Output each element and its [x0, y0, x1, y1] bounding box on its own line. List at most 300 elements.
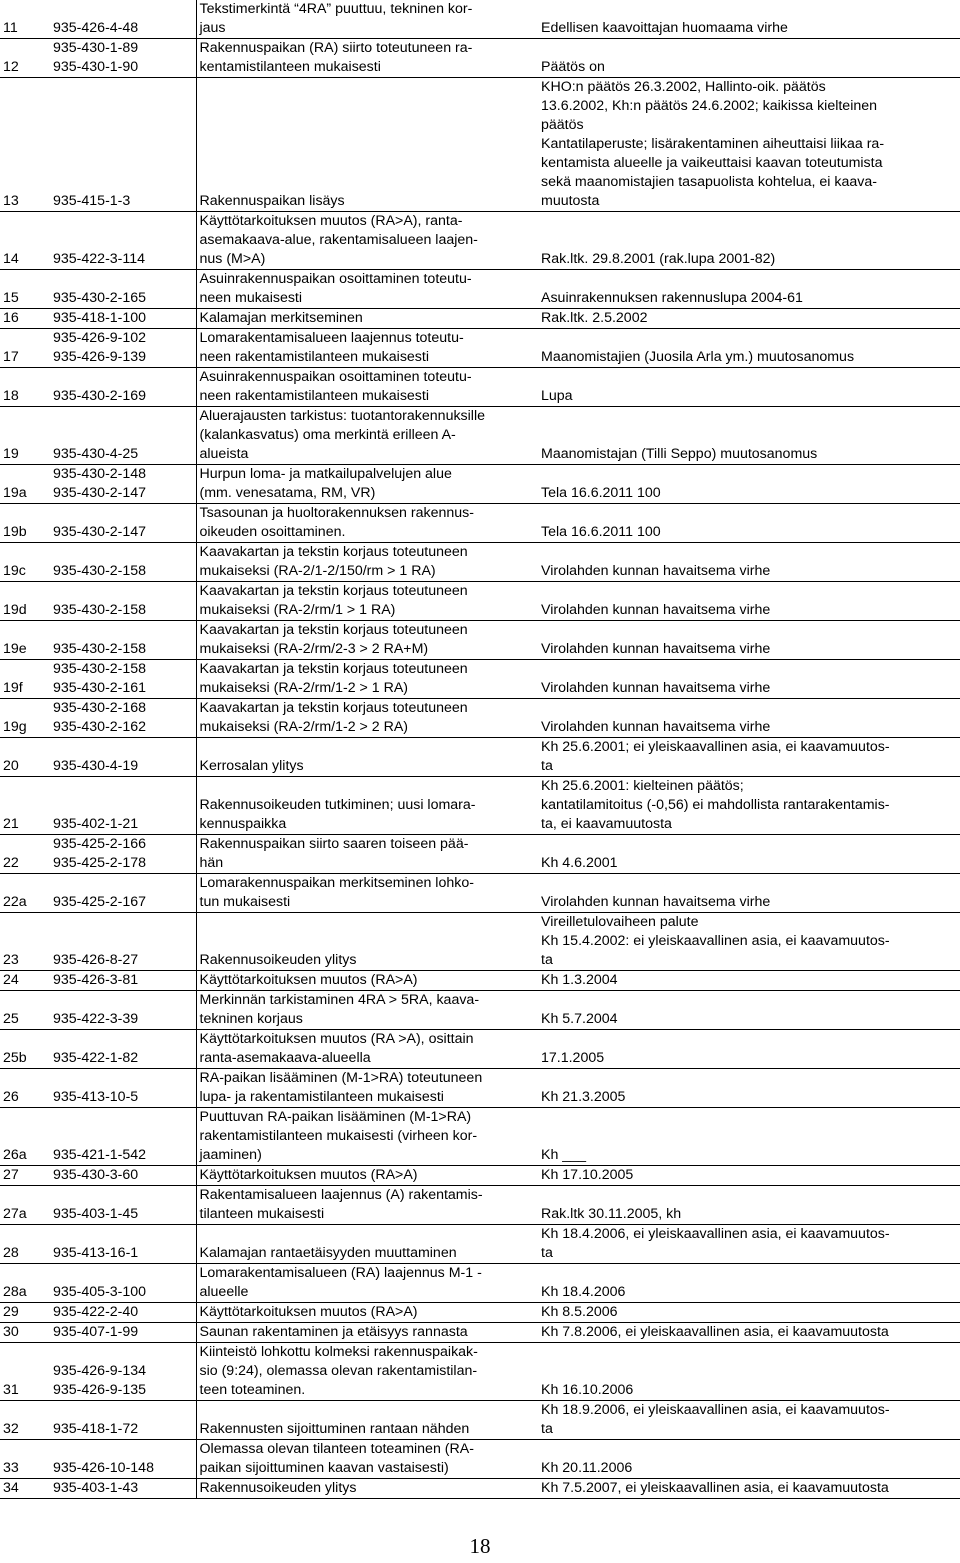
property-id-cell	[50, 309, 196, 329]
decision-cell	[538, 212, 960, 270]
table-row	[0, 1264, 960, 1303]
property-id-cell	[50, 1323, 196, 1343]
row-number-cell	[0, 1303, 50, 1323]
property-id-line: 935-430-4-25	[53, 446, 139, 462]
decision-line: Kh 18.9.2006, ei yleiskaavallinen asia, ei kaavamuutos-	[541, 1402, 890, 1418]
description-line: neen rakentamistilanteen mukaisesti	[199, 349, 429, 365]
property-id-cell	[50, 991, 196, 1030]
description-cell	[196, 1401, 538, 1440]
decision-cell	[538, 78, 960, 212]
description-cell	[196, 1479, 538, 1499]
table-row	[0, 543, 960, 582]
description-line: mukaiseksi (RA-2/1-2/150/rm > 1 RA)	[199, 563, 436, 579]
property-id-line: 935-426-9-135	[53, 1382, 147, 1398]
description-cell	[196, 835, 538, 874]
description-cell	[196, 660, 538, 699]
row-number: 19d	[3, 602, 27, 618]
decision-line: Kh 21.3.2005	[541, 1089, 626, 1105]
row-number: 17	[3, 349, 19, 365]
description-line: tilanteen mukaisesti	[199, 1206, 325, 1222]
decision-cell	[538, 1264, 960, 1303]
decision-line: Rak.ltk. 29.8.2001 (rak.lupa 2001-82)	[541, 251, 776, 267]
row-number: 29	[3, 1304, 19, 1320]
description-line: paikan sijoittuminen kaavan vastaisesti)	[199, 1460, 449, 1476]
row-number-cell	[0, 1186, 50, 1225]
description-line: Kerrosalan ylitys	[199, 758, 304, 774]
decision-line: Kh ___	[541, 1147, 586, 1163]
description-line: hän	[199, 855, 224, 871]
property-id-line: 935-425-2-167	[53, 894, 147, 910]
row-number-cell	[0, 212, 50, 270]
description-line: lupa- ja rakentamistilanteen mukaisesti	[199, 1089, 444, 1105]
description-line: Asuinrakennuspaikan osoittaminen toteutu-	[199, 369, 472, 385]
decision-cell	[538, 913, 960, 971]
property-id-line: 935-422-3-114	[53, 251, 146, 267]
decision-line: Kh 17.10.2005	[541, 1167, 634, 1183]
decision-line: Kh 5.7.2004	[541, 1011, 618, 1027]
decision-cell	[538, 1166, 960, 1186]
decision-line: Kh 20.11.2006	[541, 1460, 633, 1476]
description-line: Käyttötarkoituksen muutos (RA >A), osittain	[199, 1031, 474, 1047]
row-number: 21	[3, 816, 19, 832]
decision-line: kentamista alueelle ja vaikeuttaisi kaavan toteutumista	[541, 155, 883, 171]
property-id-line: 935-422-3-39	[53, 1011, 139, 1027]
row-number-cell	[0, 777, 50, 835]
decision-line: Kh 7.5.2007, ei yleiskaavallinen asia, ei kaavamuutosta	[541, 1480, 889, 1496]
table-row	[0, 1479, 960, 1499]
decision-line: ta	[541, 1245, 553, 1261]
description-cell	[196, 1303, 538, 1323]
table-row	[0, 465, 960, 504]
description-line: Rakennusoikeuden tutkiminen; uusi lomara-	[199, 797, 476, 813]
property-id-cell	[50, 0, 196, 39]
table-row	[0, 1303, 960, 1323]
description-line: alueista	[199, 446, 249, 462]
row-number: 16	[3, 310, 19, 326]
property-id-line: 935-422-2-40	[53, 1304, 139, 1320]
row-number-cell	[0, 1401, 50, 1440]
decision-line: Virolahden kunnan havaitsema virhe	[541, 894, 771, 910]
description-cell	[196, 777, 538, 835]
row-number-cell	[0, 0, 50, 39]
table-row	[0, 777, 960, 835]
description-line: Käyttötarkoituksen muutos (RA>A)	[199, 972, 418, 988]
decision-cell	[538, 1225, 960, 1264]
row-number-cell	[0, 504, 50, 543]
property-id-cell	[50, 504, 196, 543]
row-number: 27	[3, 1167, 19, 1183]
row-number-cell	[0, 270, 50, 309]
property-id-line: 935-422-1-82	[53, 1050, 139, 1066]
decision-cell	[538, 270, 960, 309]
decision-line: Maanomistajan (Tilli Seppo) muutosanomus	[541, 446, 818, 462]
property-id-line: 935-415-1-3	[53, 193, 131, 209]
row-number: 18	[3, 388, 19, 404]
row-number: 12	[3, 59, 19, 75]
property-id-line: 935-403-1-43	[53, 1480, 139, 1496]
property-id-line: 935-402-1-21	[53, 816, 139, 832]
description-line: (mm. venesatama, RM, VR)	[199, 485, 376, 501]
table-row	[0, 1108, 960, 1166]
decision-cell	[538, 0, 960, 39]
description-line: Käyttötarkoituksen muutos (RA>A)	[199, 1304, 418, 1320]
row-number: 25b	[3, 1050, 27, 1066]
decision-cell	[538, 465, 960, 504]
row-number-cell	[0, 465, 50, 504]
property-id-cell	[50, 1343, 196, 1401]
property-id-cell	[50, 1069, 196, 1108]
description-line: Rakentamisalueen laajennus (A) rakentamis-	[199, 1187, 483, 1203]
row-number-cell	[0, 39, 50, 78]
property-id-line: 935-407-1-99	[53, 1324, 139, 1340]
row-number-cell	[0, 913, 50, 971]
description-line: Lomarakentamisalueen laajennus toteutu-	[199, 330, 464, 346]
property-id-line: 935-430-2-162	[53, 719, 147, 735]
description-line: Rakennuspaikan siirto saaren toiseen pää-	[199, 836, 469, 852]
decision-cell	[538, 1108, 960, 1166]
property-id-cell	[50, 913, 196, 971]
table-row	[0, 1323, 960, 1343]
row-number: 19c	[3, 563, 26, 579]
description-line: Kalamajan merkitseminen	[199, 310, 363, 326]
row-number: 25	[3, 1011, 19, 1027]
decision-line: Kh 15.4.2002: ei yleiskaavallinen asia, ei kaavamuutos-	[541, 933, 890, 949]
decision-line: Tela 16.6.2011 100	[541, 485, 661, 501]
description-line: Kaavakartan ja tekstin korjaus toteutuneen	[199, 622, 468, 638]
table-row	[0, 1030, 960, 1069]
decision-line: 13.6.2002, Kh:n päätös 24.6.2002; kaikissa kielteinen	[541, 98, 878, 114]
table-row	[0, 368, 960, 407]
property-id-cell	[50, 1440, 196, 1479]
decision-cell	[538, 39, 960, 78]
description-line: Käyttötarkoituksen muutos (RA>A), ranta-	[199, 213, 463, 229]
description-line: Aluerajausten tarkistus: tuotantorakennuksille	[199, 408, 485, 424]
description-cell	[196, 0, 538, 39]
row-number: 34	[3, 1480, 19, 1496]
row-number-cell	[0, 699, 50, 738]
property-id-line: 935-403-1-45	[53, 1206, 139, 1222]
decision-cell	[538, 991, 960, 1030]
property-id-cell	[50, 212, 196, 270]
description-line: Käyttötarkoituksen muutos (RA>A)	[199, 1167, 418, 1183]
decision-line: ta	[541, 1421, 553, 1437]
property-id-line: 935-430-1-89	[53, 40, 139, 56]
property-id-cell	[50, 465, 196, 504]
description-line: Rakennusoikeuden ylitys	[199, 952, 357, 968]
property-id-line: 935-430-2-169	[53, 388, 147, 404]
row-number: 24	[3, 972, 19, 988]
row-number-cell	[0, 1323, 50, 1343]
description-cell	[196, 39, 538, 78]
table-row	[0, 212, 960, 270]
property-id-line: 935-430-2-158	[53, 661, 147, 677]
table-row	[0, 738, 960, 777]
description-line: Tsasounan ja huoltorakennuksen rakennus-	[199, 505, 474, 521]
table-row	[0, 621, 960, 660]
table-row	[0, 1440, 960, 1479]
row-number-cell	[0, 1069, 50, 1108]
row-number-cell	[0, 621, 50, 660]
decision-line: Kh 1.3.2004	[541, 972, 618, 988]
row-number-cell	[0, 1343, 50, 1401]
row-number-cell	[0, 971, 50, 991]
description-cell	[196, 1166, 538, 1186]
row-number: 27a	[3, 1206, 27, 1222]
table-row	[0, 39, 960, 78]
table-row	[0, 329, 960, 368]
property-id-cell	[50, 39, 196, 78]
row-number: 32	[3, 1421, 19, 1437]
property-id-line: 935-430-2-147	[53, 485, 147, 501]
description-line: Merkinnän tarkistaminen 4RA > 5RA, kaava-	[199, 992, 480, 1008]
decision-line: Kh 18.4.2006	[541, 1284, 626, 1300]
property-id-line: 935-426-9-134	[53, 1363, 147, 1379]
description-line: Puuttuvan RA-paikan lisääminen (M-1>RA)	[199, 1109, 472, 1125]
property-id-cell	[50, 1479, 196, 1499]
row-number-cell	[0, 835, 50, 874]
decision-line: Virolahden kunnan havaitsema virhe	[541, 641, 771, 657]
decision-cell	[538, 1440, 960, 1479]
description-line: kentamistilanteen mukaisesti	[199, 59, 381, 75]
description-line: Kiinteistö lohkottu kolmeksi rakennuspaikak-	[199, 1344, 478, 1360]
property-id-cell	[50, 407, 196, 465]
decision-line: Rak.ltk 30.11.2005, kh	[541, 1206, 682, 1222]
decision-line: KHO:n päätös 26.3.2002, Hallinto-oik. päätös	[541, 79, 826, 95]
property-id-cell	[50, 543, 196, 582]
property-id-line: 935-430-4-19	[53, 758, 139, 774]
property-id-cell	[50, 1401, 196, 1440]
property-id-cell	[50, 738, 196, 777]
row-number: 15	[3, 290, 19, 306]
description-line: Rakennusoikeuden ylitys	[199, 1480, 357, 1496]
description-cell	[196, 1030, 538, 1069]
table-row	[0, 309, 960, 329]
description-line: Rakennuspaikan lisäys	[199, 193, 345, 209]
property-id-cell	[50, 1303, 196, 1323]
description-line: nus (M>A)	[199, 251, 266, 267]
row-number-cell	[0, 991, 50, 1030]
row-number-cell	[0, 329, 50, 368]
description-line: jaaminen)	[199, 1147, 262, 1163]
description-line: RA-paikan lisääminen (M-1>RA) toteutuneen	[199, 1070, 483, 1086]
decision-line: ta	[541, 952, 553, 968]
property-id-cell	[50, 777, 196, 835]
decision-cell	[538, 777, 960, 835]
decision-cell	[538, 621, 960, 660]
table-row	[0, 1343, 960, 1401]
decision-cell	[538, 874, 960, 913]
property-id-cell	[50, 1264, 196, 1303]
description-line: alueelle	[199, 1284, 249, 1300]
table-row	[0, 407, 960, 465]
description-line: jaus	[199, 20, 226, 36]
description-cell	[196, 329, 538, 368]
decision-line: Maanomistajien (Juosila Arla ym.) muutosanomus	[541, 349, 855, 365]
property-id-line: 935-430-3-60	[53, 1167, 139, 1183]
property-id-cell	[50, 1186, 196, 1225]
decision-cell	[538, 971, 960, 991]
description-line: Kaavakartan ja tekstin korjaus toteutuneen	[199, 661, 468, 677]
row-number-cell	[0, 1225, 50, 1264]
row-number: 26	[3, 1089, 19, 1105]
property-id-line: 935-430-2-147	[53, 524, 147, 540]
property-id-cell	[50, 1225, 196, 1264]
property-id-line: 935-430-2-158	[53, 563, 147, 579]
property-id-line: 935-426-10-148	[53, 1460, 154, 1476]
decision-cell	[538, 1343, 960, 1401]
row-number-cell	[0, 660, 50, 699]
decision-cell	[538, 699, 960, 738]
description-cell	[196, 1108, 538, 1166]
row-number: 14	[3, 251, 19, 267]
property-id-line: 935-430-2-158	[53, 641, 147, 657]
property-id-cell	[50, 699, 196, 738]
property-id-line: 935-418-1-100	[53, 310, 147, 326]
description-cell	[196, 270, 538, 309]
property-id-cell	[50, 1030, 196, 1069]
table-row	[0, 874, 960, 913]
row-number-cell	[0, 309, 50, 329]
decision-line: Päätös on	[541, 59, 605, 75]
decision-line: Kh 16.10.2006	[541, 1382, 634, 1398]
property-id-line: 935-430-2-148	[53, 466, 147, 482]
decision-cell	[538, 1303, 960, 1323]
row-number: 19	[3, 446, 19, 462]
table-row	[0, 582, 960, 621]
property-id-line: 935-426-3-81	[53, 972, 139, 988]
row-number-cell	[0, 1030, 50, 1069]
description-line: Rakennusten sijoittuminen rantaan nähden	[199, 1421, 470, 1437]
property-id-cell	[50, 660, 196, 699]
decision-line: Virolahden kunnan havaitsema virhe	[541, 563, 771, 579]
decision-line: Virolahden kunnan havaitsema virhe	[541, 719, 771, 735]
description-cell	[196, 874, 538, 913]
decision-cell	[538, 504, 960, 543]
row-number-cell	[0, 738, 50, 777]
row-number: 22a	[3, 894, 27, 910]
decision-cell	[538, 660, 960, 699]
property-id-cell	[50, 582, 196, 621]
table-row	[0, 1401, 960, 1440]
description-cell	[196, 465, 538, 504]
decision-line: Lupa	[541, 388, 573, 404]
property-id-line: 935-405-3-100	[53, 1284, 147, 1300]
description-line: mukaiseksi (RA-2/rm/2-3 > 2 RA+M)	[199, 641, 429, 657]
property-id-line: 935-430-2-165	[53, 290, 147, 306]
description-cell	[196, 913, 538, 971]
decision-cell	[538, 1323, 960, 1343]
decision-line: Rak.ltk. 2.5.2002	[541, 310, 648, 326]
decision-line: Kh 7.8.2006, ei yleiskaavallinen asia, ei kaavamuutosta	[541, 1324, 889, 1340]
property-id-line: 935-413-16-1	[53, 1245, 139, 1261]
description-line: teen toteaminen.	[199, 1382, 306, 1398]
row-number-cell	[0, 874, 50, 913]
description-cell	[196, 991, 538, 1030]
row-number: 31	[3, 1382, 19, 1398]
description-line: rakentamistilanteen mukaisesti (virheen kor-	[199, 1128, 478, 1144]
property-id-line: 935-430-2-161	[53, 680, 147, 696]
row-number: 30	[3, 1324, 19, 1340]
page-number: 18	[469, 1534, 491, 1558]
decision-line: Kh 18.4.2006, ei yleiskaavallinen asia, ei kaavamuutos-	[541, 1226, 890, 1242]
decision-line: Vireilletulovaiheen palute	[541, 914, 699, 930]
description-line: Saunan rakentaminen ja etäisyys rannasta	[199, 1324, 468, 1340]
decision-line: päätös	[541, 117, 584, 133]
description-line: Kalamajan rantaetäisyyden muuttaminen	[199, 1245, 457, 1261]
row-number: 19f	[3, 680, 23, 696]
description-cell	[196, 738, 538, 777]
description-line: Hurpun loma- ja matkailupalvelujen alue	[199, 466, 452, 482]
decision-cell	[538, 407, 960, 465]
property-id-line: 935-421-1-542	[53, 1147, 147, 1163]
decision-line: ta	[541, 758, 553, 774]
row-number-cell	[0, 78, 50, 212]
row-number-cell	[0, 1264, 50, 1303]
decision-cell	[538, 1030, 960, 1069]
property-id-line: 935-426-9-102	[53, 330, 147, 346]
property-id-line: 935-430-2-158	[53, 602, 147, 618]
description-line: Lomarakentamisalueen (RA) laajennus M-1 -	[199, 1265, 482, 1281]
property-id-cell	[50, 329, 196, 368]
property-id-cell	[50, 621, 196, 660]
description-line: neen rakentamistilanteen mukaisesti	[199, 388, 429, 404]
decision-cell	[538, 1479, 960, 1499]
description-cell	[196, 504, 538, 543]
table-row	[0, 1069, 960, 1108]
row-number: 13	[3, 193, 19, 209]
property-id-cell	[50, 971, 196, 991]
property-id-line: 935-430-1-90	[53, 59, 139, 75]
row-number: 19a	[3, 485, 27, 501]
decision-cell	[538, 309, 960, 329]
description-cell	[196, 407, 538, 465]
decision-line: Kantatilaperuste; lisärakentaminen aiheuttaisi liikaa ra-	[541, 136, 885, 152]
row-number: 20	[3, 758, 19, 774]
description-cell	[196, 1323, 538, 1343]
decision-cell	[538, 543, 960, 582]
table-row	[0, 699, 960, 738]
row-number: 23	[3, 952, 19, 968]
description-line: Asuinrakennuspaikan osoittaminen toteutu-	[199, 271, 472, 287]
description-cell	[196, 543, 538, 582]
table-row	[0, 991, 960, 1030]
description-line: oikeuden osoittaminen.	[199, 524, 346, 540]
decision-cell	[538, 835, 960, 874]
decision-cell	[538, 738, 960, 777]
row-number: 19e	[3, 641, 27, 657]
description-line: kennuspaikka	[199, 816, 287, 832]
decision-cell	[538, 1069, 960, 1108]
description-line: tekninen korjaus	[199, 1011, 303, 1027]
property-id-line: 935-418-1-72	[53, 1421, 139, 1437]
row-number-cell	[0, 1479, 50, 1499]
row-number-cell	[0, 368, 50, 407]
decision-cell	[538, 582, 960, 621]
property-id-line: 935-426-9-139	[53, 349, 147, 365]
decision-cell	[538, 329, 960, 368]
description-line: mukaiseksi (RA-2/rm/1-2 > 2 RA)	[199, 719, 409, 735]
property-id-cell	[50, 368, 196, 407]
table-row	[0, 1225, 960, 1264]
description-line: Lomarakennuspaikan merkitseminen lohko-	[199, 875, 474, 891]
row-number-cell	[0, 543, 50, 582]
description-cell	[196, 621, 538, 660]
property-id-line: 935-425-2-166	[53, 836, 147, 852]
description-line: tun mukaisesti	[199, 894, 291, 910]
row-number-cell	[0, 407, 50, 465]
description-line: Kaavakartan ja tekstin korjaus toteutuneen	[199, 700, 468, 716]
row-number-cell	[0, 1440, 50, 1479]
